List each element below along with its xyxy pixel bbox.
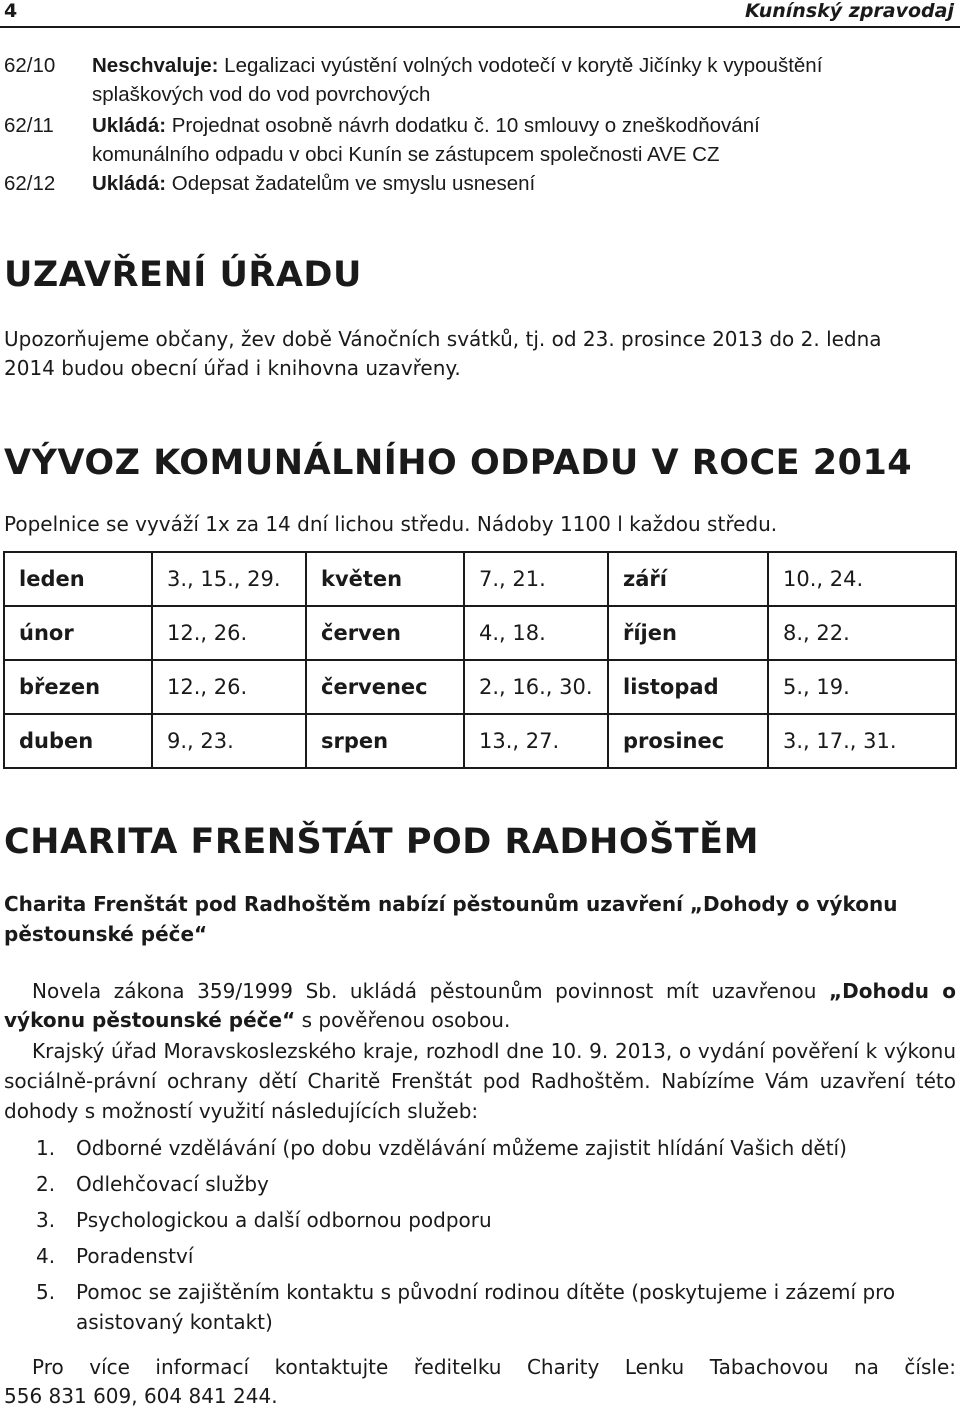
list-item: [4, 1169, 956, 1199]
closure-notice: [4, 325, 956, 383]
list-item-text: Pomoc se zajištěním kontaktu s původní rodinou dítěte (poskytujeme i zázemí pro asistovaný kontakt): [76, 1280, 896, 1334]
table-row: [4, 714, 956, 768]
resolution-number: 62/10: [4, 54, 56, 77]
days-cell: 2., 16., 30.: [464, 660, 608, 714]
resolution-body: Odepsat žadatelům ve smyslu usnesení: [166, 172, 536, 195]
month-cell: duben: [4, 714, 152, 768]
resolution-label: Ukládá:: [92, 114, 167, 137]
novela-text-a: Novela zákona 359/1999 Sb. ukládá pěstounům povinnost mít uzavřenou: [32, 979, 830, 1003]
novela-paragraph: [4, 977, 956, 1035]
days-cell: 8., 22.: [768, 606, 956, 660]
list-item-text: Odlehčovací služby: [76, 1172, 269, 1196]
month-cell: prosinec: [608, 714, 768, 768]
list-item-number: 5.: [36, 1280, 56, 1304]
resolution-text: [92, 169, 956, 198]
page-number: 4: [4, 0, 18, 22]
month-cell: únor: [4, 606, 152, 660]
list-item: [4, 1205, 956, 1235]
resolution-body-cont: komunálního odpadu v obci Kunín se zástupcem společnosti AVE CZ: [92, 143, 720, 166]
list-item: [4, 1133, 956, 1163]
closure-notice-line1: Upozorňujeme občany, žev době Vánočních svátků, tj. od 23. prosince 2013 do 2. ledna: [4, 327, 882, 351]
list-item: [4, 1241, 956, 1271]
resolution-label: Ukládá:: [92, 172, 167, 195]
novela-text-b: s pověřenou osobou.: [295, 1008, 511, 1032]
resolution-text: [92, 111, 956, 169]
services-list: [4, 1133, 956, 1343]
list-item-text: Psychologickou a další odbornou podporu: [76, 1208, 492, 1232]
resolution-text: [92, 51, 956, 109]
resolution-number: 62/11: [4, 114, 54, 137]
kraj-paragraph: [4, 1036, 956, 1126]
month-cell: květen: [306, 552, 464, 606]
contact-phones: 556 831 609, 604 841 244.: [4, 1384, 278, 1408]
days-cell: 9., 23.: [152, 714, 306, 768]
table-row: [4, 552, 956, 606]
month-cell: březen: [4, 660, 152, 714]
list-item-text: Poradenství: [76, 1244, 194, 1268]
month-cell: září: [608, 552, 768, 606]
resolution-body: Projednat osobně návrh dodatku č. 10 smlouvy o zneškodňování: [166, 114, 760, 137]
list-item-number: 3.: [36, 1208, 56, 1232]
resolution-label: Neschvaluje:: [92, 54, 219, 77]
days-cell: 4., 18.: [464, 606, 608, 660]
magazine-title: Kunínský zpravodaj: [745, 0, 954, 22]
list-item: [4, 1277, 956, 1337]
month-cell: říjen: [608, 606, 768, 660]
days-cell: 13., 27.: [464, 714, 608, 768]
closure-notice-line2: 2014 budou obecní úřad i knihovna uzavřeny.: [4, 356, 461, 380]
kraj-text: Krajský úřad Moravskoslezského kraje, rozhodl dne 10. 9. 2013, o vydání pověření k výkonu sociálně-právní ochrany dětí Charitě Frenštát pod Radhoštěm. Nabízíme Vám uzavření této dohody s možností využití následujících služeb:: [4, 1039, 956, 1123]
days-cell: 5., 19.: [768, 660, 956, 714]
days-cell: 7., 21.: [464, 552, 608, 606]
resolution-body-cont: splaškových vod do vod povrchových: [92, 83, 431, 106]
table-row: [4, 606, 956, 660]
month-cell: listopad: [608, 660, 768, 714]
list-item-number: 2.: [36, 1172, 56, 1196]
resolution-body: Legalizaci vyústění volných vodotečí v korytě Jičínky k vypouštění: [218, 54, 823, 77]
resolution-number: 62/12: [4, 172, 56, 195]
waste-schedule-table: [3, 551, 957, 769]
closure-heading: UZAVŘENÍ ÚŘADU: [4, 255, 362, 295]
list-item-number: 1.: [36, 1136, 56, 1160]
contact-text: Pro více informací kontaktujte ředitelku Charity Lenku Tabachovou na čísle:: [32, 1355, 956, 1379]
days-cell: 3., 17., 31.: [768, 714, 956, 768]
days-cell: 12., 26.: [152, 660, 306, 714]
month-cell: červenec: [306, 660, 464, 714]
charita-heading: CHARITA FRENŠTÁT POD RADHOŠTĚM: [4, 822, 759, 862]
month-cell: červen: [306, 606, 464, 660]
waste-intro: Popelnice se vyváží 1x za 14 dní lichou středu. Nádoby 1100 l každou středu.: [4, 512, 778, 536]
month-cell: leden: [4, 552, 152, 606]
page-header: [0, 0, 960, 28]
list-item-text: Odborné vzdělávání (po dobu vzdělávání můžeme zajistit hlídání Vašich dětí): [76, 1136, 847, 1160]
list-item-number: 4.: [36, 1244, 56, 1268]
days-cell: 12., 26.: [152, 606, 306, 660]
novela-text-bold: „Dohodu o výkonu pěstounské péče“: [4, 979, 956, 1032]
month-cell: srpen: [306, 714, 464, 768]
charita-lead: Charita Frenštát pod Radhoštěm nabízí pěstounům uzavření „Dohody o výkonu pěstounské péče“: [4, 892, 898, 946]
table-row: [4, 660, 956, 714]
days-cell: 10., 24.: [768, 552, 956, 606]
waste-heading: VÝVOZ KOMUNÁLNÍHO ODPADU V ROCE 2014: [4, 443, 913, 483]
contact-line: [4, 1352, 956, 1382]
days-cell: 3., 15., 29.: [152, 552, 306, 606]
